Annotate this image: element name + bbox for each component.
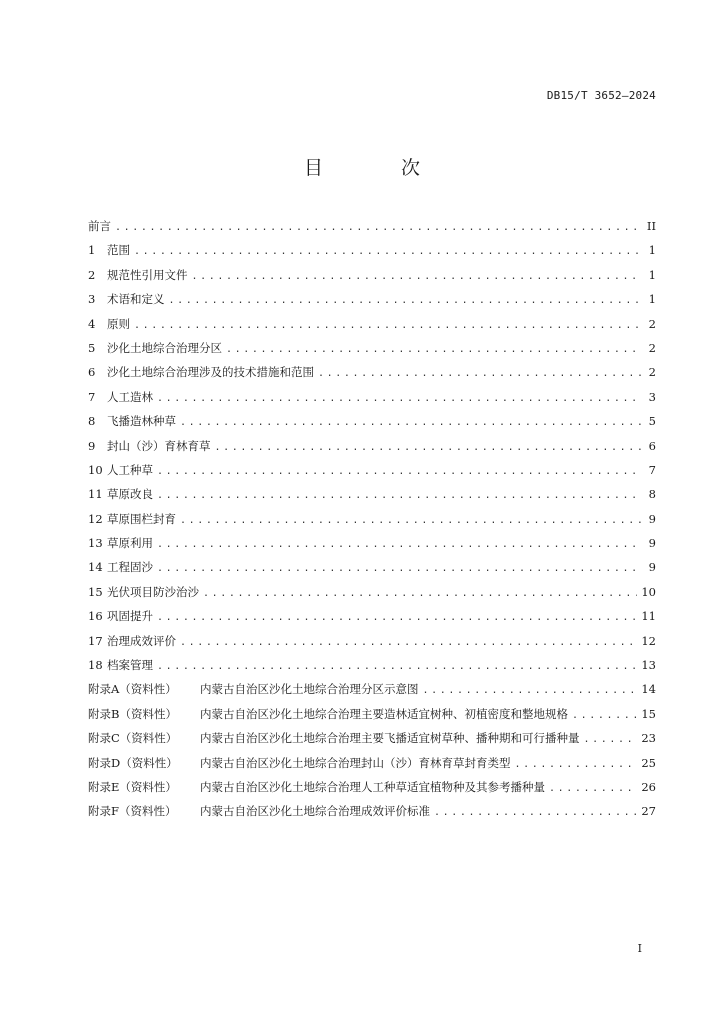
toc-entry-page: 15 (641, 706, 656, 721)
toc-entry-4[interactable] (88, 316, 656, 340)
toc-entry-page: 2 (648, 340, 656, 355)
toc-leader (157, 490, 642, 501)
toc-entry-label: 前言 (88, 219, 111, 233)
toc-entry-label: 沙化土地综合治理分区 (107, 340, 222, 355)
toc-leader (157, 539, 642, 550)
toc-entry-1[interactable] (88, 242, 656, 266)
toc-leader (180, 515, 642, 526)
toc-leader (318, 368, 642, 379)
toc-leader (115, 222, 642, 233)
toc-leader (157, 563, 642, 574)
toc-entry-page: 7 (648, 462, 656, 477)
toc-leader (572, 710, 637, 721)
toc-leader (157, 466, 642, 477)
toc-entry-label: 飞播造林种草 (107, 414, 176, 429)
toc-entry-17[interactable] (88, 633, 656, 657)
toc-appendix-prefix: 附录B（资料性） (88, 706, 177, 721)
toc-leader (192, 271, 643, 282)
toc-entry-page: 10 (641, 584, 656, 599)
toc-entry-number: 8 (88, 414, 96, 429)
toc-entry-page: 2 (648, 316, 656, 331)
toc-entry-number: 17 (88, 633, 103, 648)
toc-entry-number: 12 (88, 511, 103, 526)
toc-entry-page: 11 (641, 609, 656, 624)
toc-entry-16[interactable] (88, 608, 656, 632)
toc-entry-8[interactable] (88, 413, 656, 437)
toc-appendix-f[interactable] (88, 803, 656, 827)
toc-entry-2[interactable] (88, 267, 656, 291)
toc-leader (134, 246, 642, 257)
toc-entry-number: 14 (88, 560, 103, 575)
toc-entry-label: 治理成效评价 (107, 633, 176, 648)
toc-entry-label: 档案管理 (107, 658, 153, 673)
toc-entry-page: 9 (648, 511, 656, 526)
toc-appendix-e[interactable] (88, 779, 656, 803)
toc-entry-label: 封山（沙）育林育草 (107, 438, 211, 453)
toc-entry-page: II (646, 219, 656, 233)
toc-entry-page: 1 (648, 267, 656, 282)
toc-entry-label: 巩固提升 (107, 609, 153, 624)
toc-leader (169, 295, 643, 306)
toc-leader (549, 783, 637, 794)
toc-entry-label: 范围 (107, 243, 130, 258)
toc-appendix-prefix: 附录E（资料性） (88, 779, 177, 794)
toc-entry-page: 25 (641, 755, 656, 770)
toc-leader (134, 320, 642, 331)
toc-entry-7[interactable] (88, 389, 656, 413)
toc-entry-number: 4 (88, 316, 96, 331)
toc-leader (434, 807, 637, 818)
toc-entry-label: 规范性引用文件 (107, 267, 188, 282)
toc-entry-label: 草原改良 (107, 487, 153, 502)
toc-leader (157, 661, 637, 672)
toc-appendix-prefix: 附录D（资料性） (88, 755, 178, 770)
toc-entry-label: 人工造林 (107, 389, 153, 404)
toc-entry-label: 术语和定义 (107, 292, 165, 307)
toc-entry-page: 2 (648, 365, 656, 380)
toc-leader (203, 588, 637, 599)
toc-leader (515, 759, 638, 770)
toc-leader (215, 442, 643, 453)
toc-entry-label: 草原利用 (107, 536, 153, 551)
toc-entry-label: 内蒙古自治区沙化土地综合治理主要飞播适宜树草种、播种期和可行播种量 (200, 731, 580, 746)
toc-entry-number: 2 (88, 267, 96, 282)
toc-appendix-prefix: 附录F（资料性） (88, 804, 177, 819)
toc-leader (423, 685, 638, 696)
toc-entry-number: 13 (88, 536, 103, 551)
toc-leader (180, 417, 642, 428)
toc-appendix-a[interactable] (88, 681, 656, 705)
toc-entry-page: 14 (641, 682, 656, 697)
toc-title: 目 次 (303, 157, 457, 179)
page-number: I (637, 942, 642, 955)
toc-entry-label: 沙化土地综合治理涉及的技术措施和范围 (107, 365, 314, 380)
toc-entry-label: 工程固沙 (107, 560, 153, 575)
toc-entry-page: 1 (648, 292, 656, 307)
toc-leader (157, 612, 637, 623)
toc-entry-number: 9 (88, 438, 96, 453)
toc-entry-page: 5 (648, 414, 656, 429)
toc-entry-9[interactable] (88, 438, 656, 462)
toc-entry-page: 9 (648, 536, 656, 551)
toc-entry-label: 草原围栏封育 (107, 511, 176, 526)
toc-entry-number: 15 (88, 584, 103, 599)
toc-entry-page: 6 (648, 438, 656, 453)
toc-entry-12[interactable] (88, 511, 656, 535)
toc-entry-page: 1 (648, 243, 656, 258)
toc-entry-11[interactable] (88, 486, 656, 510)
document-code: DB15/T 3652—2024 (546, 89, 656, 102)
toc-entry-number: 5 (88, 340, 96, 355)
toc-entry-number: 3 (88, 292, 96, 307)
toc-entry-label: 内蒙古自治区沙化土地综合治理封山（沙）育林育草封育类型 (200, 755, 511, 770)
toc-entry-number: 16 (88, 609, 103, 624)
toc-entry-6[interactable] (88, 364, 656, 388)
toc-entry-number: 6 (88, 365, 96, 380)
toc-entry-label: 原则 (107, 316, 130, 331)
toc-entry-page: 12 (641, 633, 656, 648)
toc-leader (157, 393, 642, 404)
toc-entry-page: 9 (648, 560, 656, 575)
toc-entry-page: 26 (641, 779, 656, 794)
toc-entry-13[interactable] (88, 535, 656, 559)
toc-appendix-d[interactable] (88, 755, 656, 779)
toc-entry-label: 人工种草 (107, 462, 153, 477)
toc-entry-number: 7 (88, 389, 96, 404)
toc-entry-label: 内蒙古自治区沙化土地综合治理人工种草适宜植物种及其参考播种量 (200, 779, 545, 794)
toc-entry-page: 8 (648, 487, 656, 502)
toc-appendix-prefix: 附录A（资料性） (88, 682, 177, 697)
toc-entry-foreword[interactable] (88, 218, 656, 242)
toc-entry-18[interactable] (88, 657, 656, 681)
toc-entry-label: 光伏项目防沙治沙 (107, 584, 199, 599)
toc-entry-label: 内蒙古自治区沙化土地综合治理成效评价标准 (200, 804, 430, 819)
toc-entry-label: 内蒙古自治区沙化土地综合治理分区示意图 (200, 682, 419, 697)
toc-entry-15[interactable] (88, 584, 656, 608)
toc-entry-page: 23 (641, 731, 656, 746)
toc-entry-label: 内蒙古自治区沙化土地综合治理主要造林适宜树种、初植密度和整地规格 (200, 706, 568, 721)
toc-entry-number: 11 (88, 487, 103, 502)
toc-leader (226, 344, 642, 355)
toc-leader (180, 637, 637, 648)
toc-entry-number: 18 (88, 658, 103, 673)
toc-entry-3[interactable] (88, 291, 656, 315)
toc-appendix-c[interactable] (88, 730, 656, 754)
toc-entry-14[interactable] (88, 559, 656, 583)
toc-leader (584, 734, 638, 745)
toc-appendix-b[interactable] (88, 706, 656, 730)
toc-entry-page: 13 (641, 658, 656, 673)
toc-entry-page: 3 (648, 389, 656, 404)
toc-entry-number: 10 (88, 462, 103, 477)
toc-entry-5[interactable] (88, 340, 656, 364)
toc-entry-10[interactable] (88, 462, 656, 486)
toc-list (88, 218, 656, 828)
toc-entry-number: 1 (88, 243, 96, 258)
toc-appendix-prefix: 附录C（资料性） (88, 731, 178, 746)
toc-entry-page: 27 (641, 804, 656, 819)
